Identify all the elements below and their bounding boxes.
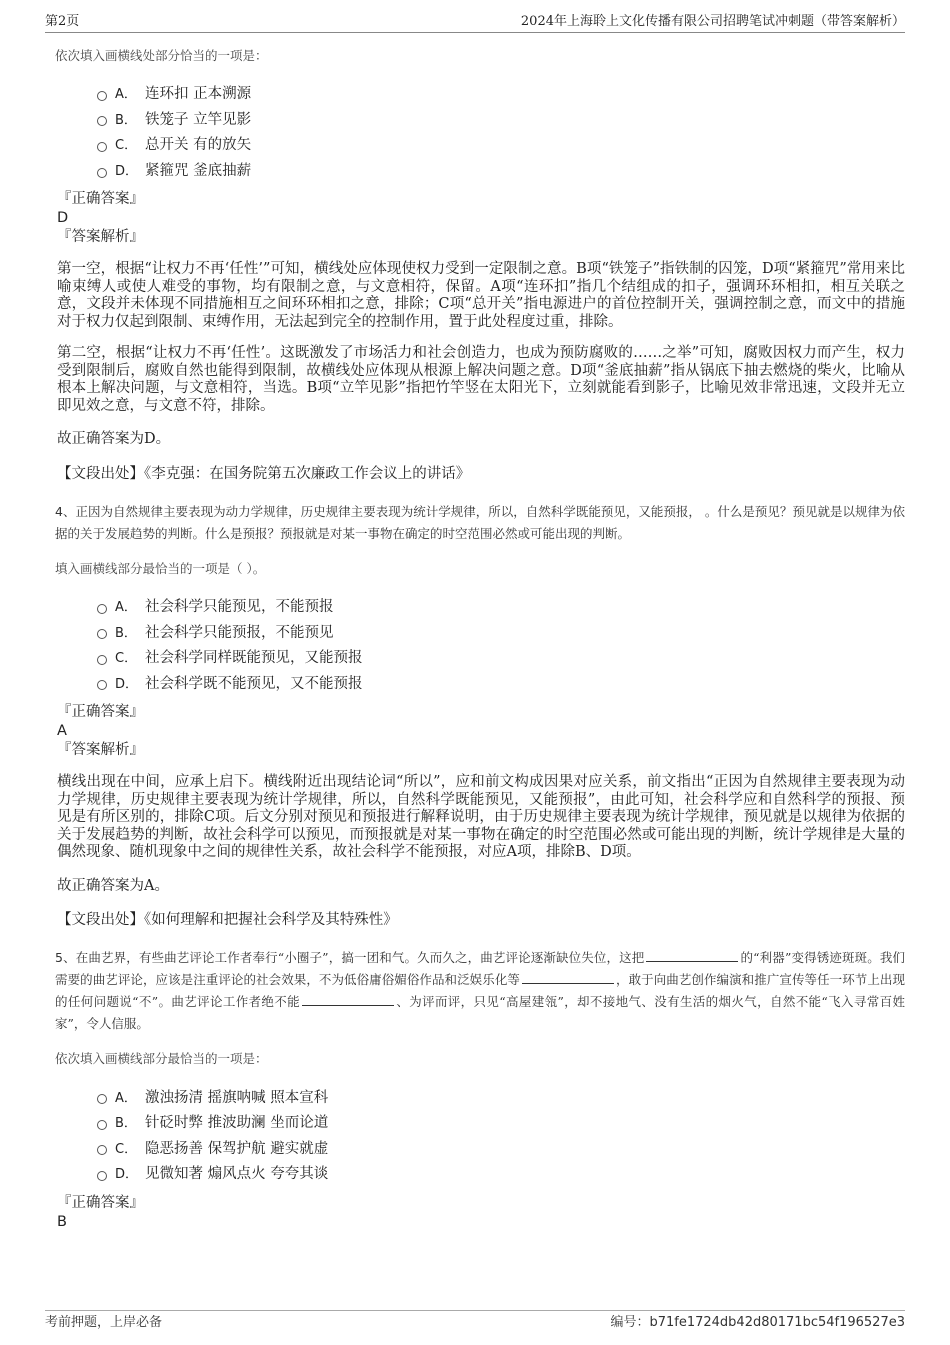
option-text: 社会科学只能预见，不能预报: [145, 599, 334, 616]
question-prompt: 依次填入画横线处部分恰当的一项是：: [55, 48, 268, 63]
correct-answer: B: [57, 1213, 67, 1230]
radio-icon[interactable]: [97, 655, 107, 665]
radio-icon[interactable]: [97, 629, 107, 639]
radio-icon[interactable]: [97, 604, 107, 614]
conclusion: 故正确答案为A。: [57, 877, 169, 894]
option-text: 社会科学同样既能预见，又能预报: [145, 650, 363, 667]
radio-icon[interactable]: [97, 680, 107, 690]
question-prompt: 填入画横线部分最恰当的一项是（ ）。: [55, 560, 266, 576]
option-text: 铁笼子 立竿见影: [145, 111, 252, 128]
option-d[interactable]: [97, 157, 905, 183]
radio-icon[interactable]: [97, 91, 107, 101]
question-body: 的“利器”变得锈迹斑斑。我们需要的曲艺评论，应该是注重评论的社会效果，不为低俗庸俗媚俗作品和泛娱乐化等: [55, 950, 905, 988]
question-body: 正因为自然规律主要表现为动力学规律，历史规律主要表现为统计学规律，所以，自然科学既能预见，又能预报， 。什么是预见？预见就是以规律为依据的关于发展趋势的判断。什么是预报？预报就是对某一事物在确定的时空范围必然或可能出现的判断。: [55, 503, 906, 541]
source-label: 【文段出处】: [57, 912, 144, 929]
conclusion: 故正确答案为D。: [57, 431, 171, 448]
option-letter: A．: [115, 600, 137, 616]
answer-label: 『正确答案』: [57, 704, 144, 721]
answer-label: 『正确答案』: [57, 1194, 144, 1211]
radio-icon[interactable]: [97, 1171, 107, 1181]
question-prompt: 依次填入画横线部分最恰当的一项是：: [55, 1051, 268, 1067]
option-c[interactable]: [97, 131, 905, 157]
option-text: 紧箍咒 釜底抽薪: [145, 163, 252, 180]
analysis-paragraph: 第一空，根据“让权力不再‘任性’”可知，横线处应体现使权力受到一定限制之意。B项“铁笼子”指铁制的囚笼，D项“紧箍咒”常用来比喻束缚人或使人难受的事物，均有限制之意，与文意相符，保留。A项“连环扣”指几个结组成的扣子，强调环环相扣，相互关联之意，文段并未体现不同措施相互之间环环相扣之意，排除；C项“总开关”指电源进户的首位控制开关，强调控制之意，而文中的措施对于权力仅起到限制、束缚作用，无法起到完全的控制作用，置于此处程度过重，排除。: [57, 261, 905, 330]
option-letter: A．: [115, 87, 137, 103]
fill-blank: [302, 993, 394, 1006]
option-letter: D．: [115, 676, 139, 692]
source-text: 《如何理解和把握社会科学及其特殊性》: [144, 912, 398, 929]
page-content: [45, 40, 905, 1232]
option-a[interactable]: [97, 593, 905, 619]
option-letter: C．: [115, 1141, 138, 1157]
question-text: [55, 501, 905, 545]
page-header: [45, 12, 905, 33]
source-citation: [57, 911, 905, 929]
question-text: [55, 947, 905, 1035]
fill-blank: [522, 971, 614, 984]
option-text: 社会科学既不能预见，又不能预报: [145, 675, 363, 692]
question-5: [45, 947, 905, 1231]
correct-answer: D: [57, 210, 69, 227]
radio-icon[interactable]: [97, 116, 107, 126]
option-list: [97, 593, 905, 695]
option-letter: B．: [115, 112, 137, 128]
option-b[interactable]: [97, 618, 905, 644]
analysis-label: 『答案解析』: [57, 742, 144, 759]
option-list: [97, 80, 905, 182]
option-c[interactable]: [97, 644, 905, 670]
option-letter: D．: [115, 164, 139, 180]
footer-serial: [610, 1312, 905, 1334]
question-4: [45, 501, 905, 929]
option-c[interactable]: [97, 1134, 905, 1160]
source-text: 《李克强：在国务院第五次廉政工作会议上的讲话》: [144, 465, 471, 482]
option-letter: C．: [115, 138, 138, 154]
radio-icon[interactable]: [97, 1145, 107, 1155]
option-text: 针砭时弊 推波助澜 坐而论道: [145, 1115, 329, 1132]
option-text: 激浊扬清 摇旗呐喊 照本宣科: [145, 1089, 329, 1106]
option-text: 连环扣 正本溯源: [145, 86, 252, 103]
source-citation: [57, 465, 905, 483]
option-text: 社会科学只能预报，不能预见: [145, 624, 334, 641]
radio-icon[interactable]: [97, 1094, 107, 1104]
option-text: 隐恶扬善 保驾护航 避实就虚: [145, 1140, 329, 1157]
serial-label: 编号：: [610, 1315, 650, 1330]
option-letter: A．: [115, 1090, 137, 1106]
serial-number: b71fe1724db42d80171bc54f196527e3: [649, 1315, 905, 1330]
question-body: 、为评而评，只见“高屋建瓴”，却不接地气、没有生活的烟火气，自然不能“飞入寻常百姓家”，令人信服。: [55, 994, 905, 1032]
option-text: 总开关 有的放矢: [145, 137, 252, 154]
answer-label: 『正确答案』: [57, 191, 144, 208]
fill-blank: [646, 949, 738, 962]
page-footer: [45, 1310, 905, 1335]
option-d[interactable]: [97, 1160, 905, 1186]
option-text: 见微知著 煽风点火 夸夸其谈: [145, 1166, 329, 1183]
analysis-paragraph: 横线出现在中间，应承上启下。横线附近出现结论词“所以”，应和前文构成因果对应关系，前文指出“正因为自然规律主要表现为动力学规律，历史规律主要表现为统计学规律，所以，自然科学既能预见，又能预报”，由此可知，社会科学应和自然科学的预报、预见是有所区别的，排除C项。后文分别对预见和预报进行解释说明，由于历史规律主要表现为统计学规律，预见就是以规律为依据的关于发展趋势的判断，故社会科学可以预见，而预报就是对某一事物在确定的时空范围必然或可能出现的判断，统计学规律是大量的偶然现象、随机现象中之间的规律性关系，故社会科学不能预报，对应A项，排除B、D项。: [57, 774, 905, 861]
option-d[interactable]: [97, 670, 905, 696]
option-a[interactable]: [97, 80, 905, 106]
page-number: 第2页: [45, 14, 80, 29]
question-body: ，敢于向曲艺创作编演和推广宣传等任一环节上出现的任何问题说“不”。曲艺评论工作者绝不能: [55, 972, 905, 1010]
question-3: [45, 46, 905, 483]
analysis-paragraph: 第二空，根据“让权力不再‘任性’。这既激发了市场活力和社会创造力，也成为预防腐败的……之举”可知，腐败因权力而产生，权力受到限制后，腐败自然也能得到限制，故横线处应体现从根源上解决问题之意。D项“釜底抽薪”指从锅底下抽去燃烧的柴火，比喻从根本上解决问题，与文意相符，当选。B项“立竿见影”指把竹竿竖在太阳光下，立刻就能看到影子，比喻见效非常迅速，文段并无立即见效之意，与文意不符，排除。: [57, 345, 905, 414]
radio-icon[interactable]: [97, 168, 107, 178]
option-letter: C．: [115, 651, 138, 667]
radio-icon[interactable]: [97, 142, 107, 152]
question-body: 在曲艺界，有些曲艺评论工作者奉行“小圈子”，搞一团和气。久而久之，曲艺评论逐渐缺位失位，这把: [75, 950, 645, 966]
question-number: 4、: [55, 503, 76, 519]
option-b[interactable]: [97, 106, 905, 132]
option-b[interactable]: [97, 1109, 905, 1135]
option-letter: B．: [115, 625, 137, 641]
footer-slogan: 考前押题，上岸必备: [45, 1315, 163, 1330]
correct-answer: A: [57, 723, 67, 740]
document-title: 2024年上海聆上文化传播有限公司招聘笔试冲刺题（带答案解析）: [520, 14, 905, 29]
option-letter: B．: [115, 1116, 137, 1132]
question-number: 5、: [55, 950, 76, 966]
analysis-label: 『答案解析』: [57, 229, 144, 246]
option-letter: D．: [115, 1167, 139, 1183]
source-label: 【文段出处】: [57, 465, 144, 482]
option-list: [97, 1083, 905, 1185]
radio-icon[interactable]: [97, 1120, 107, 1130]
option-a[interactable]: [97, 1083, 905, 1109]
